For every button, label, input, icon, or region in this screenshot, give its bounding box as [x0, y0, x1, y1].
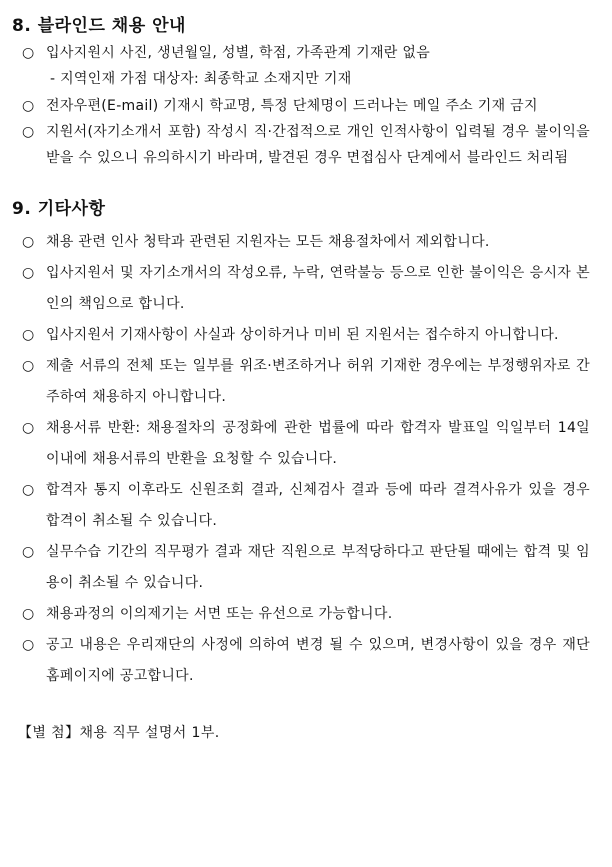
list-item-text: 채용과정의 이의제기는 서면 또는 유선으로 가능합니다.	[46, 606, 393, 622]
list-item-text: 입사지원서 및 자기소개서의 작성오류, 누락, 연락불능 등으로 인한 불이익은 응시자 본인의 책임으로 합니다.	[46, 265, 590, 312]
list-item-text: 실무수습 기간의 직무평가 결과 재단 직원으로 부적당하다고 판단될 때에는 합격 및 임용이 취소될 수 있습니다.	[46, 544, 590, 591]
list-item-text: 입사지원시 사진, 생년월일, 성별, 학점, 가족관계 기재란 없음	[46, 45, 431, 61]
list-item	[12, 258, 590, 320]
section-9-heading: 9. 기타사항	[12, 199, 106, 219]
list-item-text: 합격자 통지 이후라도 신원조회 결과, 신체검사 결과 등에 따라 결격사유가 있을 경우 합격이 취소될 수 있습니다.	[46, 482, 590, 529]
circle-bullet-icon: ○	[22, 265, 35, 281]
list-item-text: 전자우편(E-mail) 기재시 학교명, 특정 단체명이 드러나는 메일 주소 기재 금지	[46, 98, 538, 114]
circle-bullet-icon: ○	[22, 358, 35, 374]
list-item	[12, 227, 590, 258]
list-item	[12, 40, 590, 66]
attachment-note: 【별 첨】채용 직무 설명서 1부.	[18, 725, 220, 741]
circle-bullet-icon: ○	[22, 98, 35, 114]
list-item	[12, 475, 590, 537]
list-item	[12, 119, 590, 171]
list-item	[12, 630, 590, 692]
list-item-text: 제출 서류의 전체 또는 일부를 위조·변조하거나 허위 기재한 경우에는 부정행위자로 간주하여 채용하지 아니합니다.	[46, 358, 590, 405]
list-item-text: 입사지원서 기재사항이 사실과 상이하거나 미비 된 지원서는 접수하지 아니합니다.	[46, 327, 559, 343]
circle-bullet-icon: ○	[22, 327, 35, 343]
circle-bullet-icon: ○	[22, 482, 35, 498]
circle-bullet-icon: ○	[22, 637, 35, 653]
circle-bullet-icon: ○	[22, 234, 35, 250]
section-8-heading: 8. 블라인드 채용 안내	[12, 16, 186, 36]
section-other-matters	[12, 195, 590, 692]
list-item	[12, 599, 590, 630]
sub-note: - 지역인재 가점 대상자: 최종학교 소재지만 기재	[50, 71, 352, 87]
list-item	[12, 537, 590, 599]
circle-bullet-icon: ○	[22, 420, 35, 436]
list-item-text: 채용서류 반환: 채용절차의 공정화에 관한 법률에 따라 합격자 발표일 익일부터 14일 이내에 채용서류의 반환을 요청할 수 있습니다.	[46, 420, 590, 467]
list-item	[12, 93, 590, 119]
list-item-text: 공고 내용은 우리재단의 사정에 의하여 변경 될 수 있으며, 변경사항이 있을 경우 재단 홈페이지에 공고합니다.	[46, 637, 590, 684]
circle-bullet-icon: ○	[22, 544, 35, 560]
section-9-list	[12, 227, 590, 692]
section-8-list	[12, 40, 590, 171]
list-item-text: 지원서(자기소개서 포함) 작성시 직·간접적으로 개인 인적사항이 입력될 경우 불이익을 받을 수 있으니 유의하시기 바라며, 발견된 경우 면접심사 단계에서 블라인드 처리됨	[46, 124, 590, 166]
circle-bullet-icon: ○	[22, 45, 35, 61]
list-item	[12, 351, 590, 413]
list-item-text: 채용 관련 인사 청탁과 관련된 지원자는 모든 채용절차에서 제외합니다.	[46, 234, 490, 250]
section-blind-recruitment	[12, 12, 590, 171]
list-item	[12, 320, 590, 351]
list-item	[12, 413, 590, 475]
circle-bullet-icon: ○	[22, 124, 35, 140]
circle-bullet-icon: ○	[22, 606, 35, 622]
